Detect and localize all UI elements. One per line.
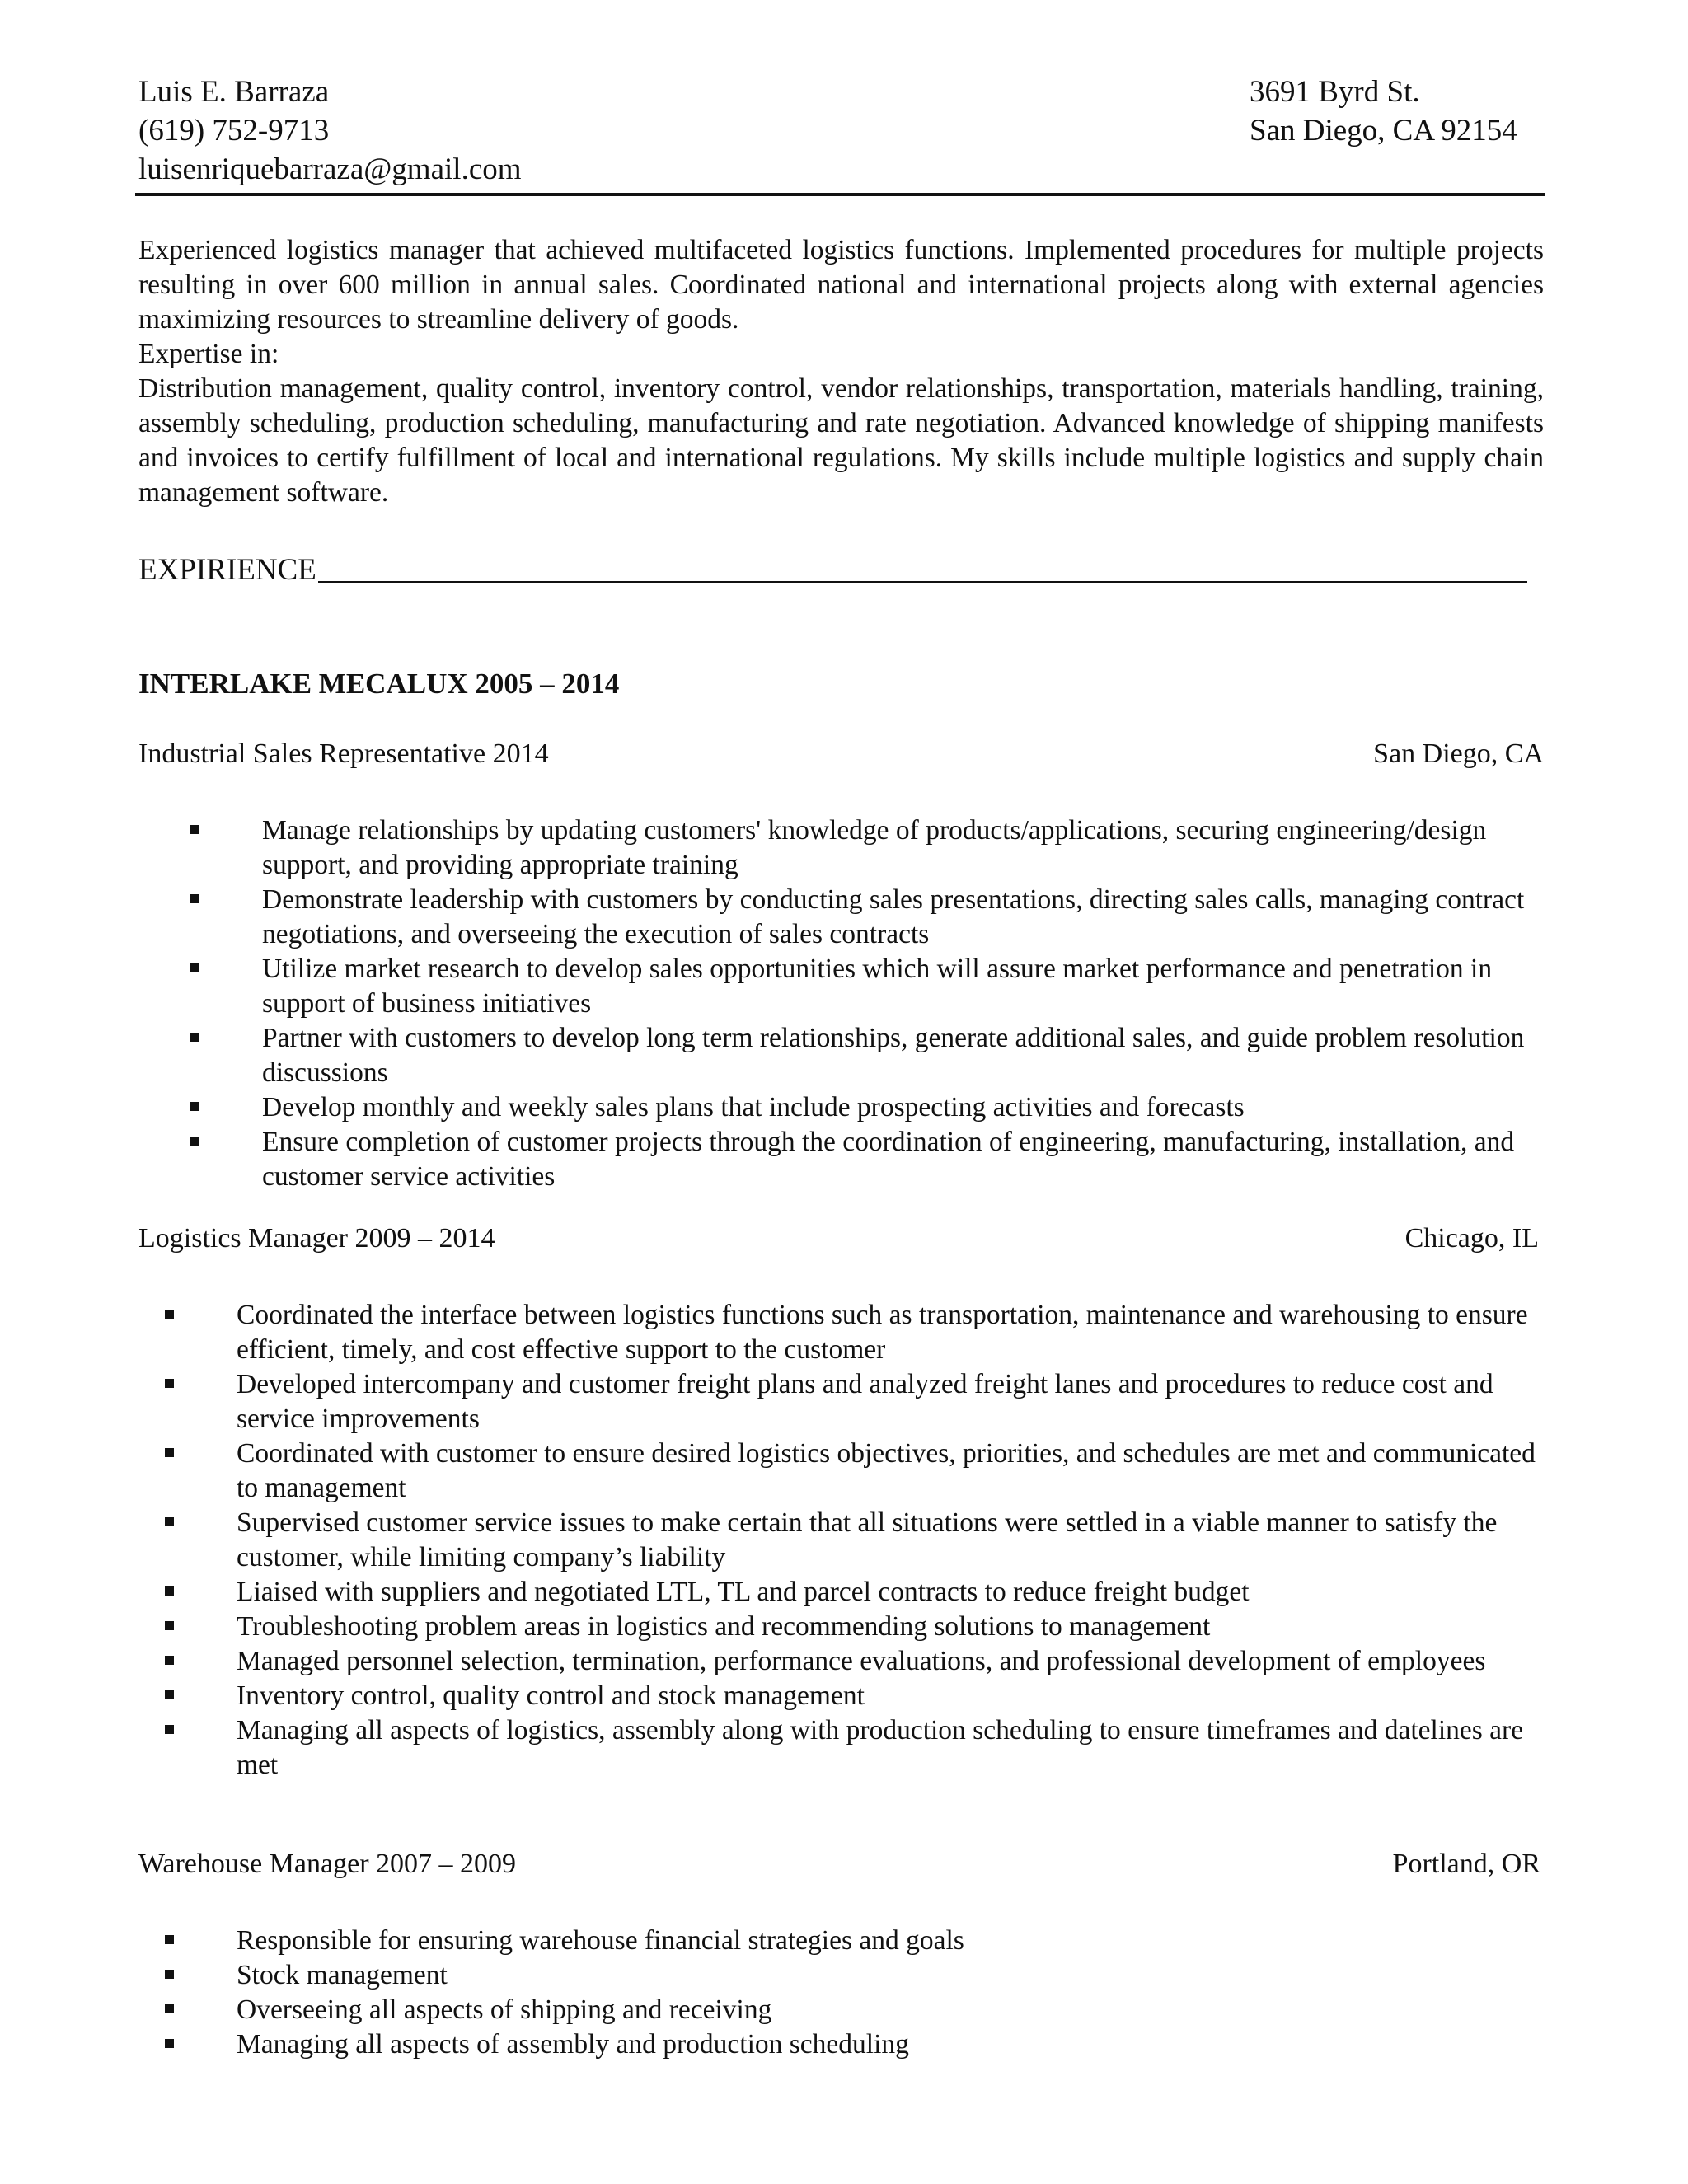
expertise-label: Expertise in:: [138, 339, 279, 369]
bullet-square-icon: [165, 1725, 174, 1734]
list-item: [237, 1506, 1544, 1575]
resume-page: [138, 0, 1544, 2184]
email-address: luisenriquebarraza@gmail.com: [138, 152, 522, 186]
bullet-text: Managing all aspects of assembly and production scheduling: [237, 2029, 909, 2060]
bullet-text: Manage relationships by updating customers' knowledge of products/applications, securing engineering/design support, and providing appropriate training: [262, 815, 1487, 880]
bullet-square-icon: [165, 1310, 174, 1319]
list-item: [262, 952, 1544, 1021]
bullet-square-icon: [165, 1379, 174, 1388]
bullet-text: Develop monthly and weekly sales plans that include prospecting activities and forecasts: [262, 1092, 1245, 1122]
role-title: Industrial Sales Representative 2014: [138, 738, 549, 769]
role-location: San Diego, CA: [1373, 738, 1544, 769]
bullet-text: Stock management: [237, 1960, 448, 1990]
list-item: [237, 1679, 1544, 1713]
list-item: [237, 1644, 1544, 1679]
experience-heading-rule: [318, 581, 1527, 583]
role-location: Chicago, IL: [1404, 1223, 1539, 1254]
header-divider: [135, 193, 1545, 196]
bullet-square-icon: [190, 894, 199, 903]
list-item: [262, 813, 1544, 883]
bullet-square-icon: [165, 2039, 174, 2048]
role-bullet-list: [237, 1924, 1544, 2062]
list-item: [237, 1298, 1544, 1367]
role-bullet-list: [262, 813, 1544, 1194]
role-location: Portland, OR: [1392, 1849, 1540, 1879]
bullet-square-icon: [165, 1935, 174, 1944]
bullet-text: Troubleshooting problem areas in logistics and recommending solutions to management: [237, 1611, 1211, 1642]
list-item: [237, 1436, 1544, 1506]
summary-paragraph: Experienced logistics manager that achieved multifaceted logistics functions. Implemented procedures for multiple projects resulting in over 600 million in annual sales. Coordinated national and international projects along with external agencies maximizing resources to streamline delivery of goods.: [138, 235, 1544, 335]
list-item: [262, 1090, 1544, 1125]
candidate-name: Luis E. Barraza: [138, 75, 330, 109]
bullet-text: Responsible for ensuring warehouse financial strategies and goals: [237, 1925, 964, 1956]
bullet-square-icon: [165, 1690, 174, 1699]
street-address: 3691 Byrd St.: [1250, 75, 1420, 109]
bullet-square-icon: [165, 2004, 174, 2013]
role-title: Logistics Manager 2009 – 2014: [138, 1223, 495, 1254]
list-item: [262, 883, 1544, 952]
bullet-square-icon: [165, 1517, 174, 1526]
bullet-text: Managed personnel selection, termination, performance evaluations, and professional development of employees: [237, 1646, 1486, 1676]
bullet-square-icon: [190, 1033, 199, 1042]
bullet-text: Partner with customers to develop long term relationships, generate additional sales, and guide problem resolution discussions: [262, 1023, 1525, 1088]
bullet-square-icon: [190, 1137, 199, 1146]
list-item: [237, 1713, 1544, 1783]
phone-number: (619) 752-9713: [138, 114, 330, 148]
list-item: [237, 2027, 1544, 2062]
list-item: [237, 1610, 1544, 1644]
list-item: [237, 1367, 1544, 1436]
bullet-text: Ensure completion of customer projects through the coordination of engineering, manufacturing, installation, and customer service activities: [262, 1127, 1515, 1192]
bullet-text: Overseeing all aspects of shipping and receiving: [237, 1994, 772, 2025]
list-item: [237, 1575, 1544, 1610]
contact-left: [138, 73, 522, 189]
company-name: INTERLAKE MECALUX 2005 – 2014: [138, 668, 620, 700]
list-item: [262, 1125, 1544, 1194]
bullet-square-icon: [165, 1621, 174, 1630]
role-bullet-list: [237, 1298, 1544, 1783]
bullet-square-icon: [165, 1448, 174, 1457]
bullet-square-icon: [190, 963, 199, 972]
bullet-text: Coordinated with customer to ensure desired logistics objectives, priorities, and schedules are met and communicated to management: [237, 1438, 1536, 1503]
expertise-text: Distribution management, quality control, inventory control, vendor relationships, transportation, materials handling, training, assembly scheduling, production scheduling, manufacturing and rate negotiation. Advanced knowledge of shipping manifests and invoices to certify fulfillment of local and international regulations. My skills include multiple logistics and supply chain management software.: [138, 373, 1544, 508]
bullet-text: Coordinated the interface between logistics functions such as transportation, maintenance and warehousing to ensure efficient, timely, and cost effective support to the customer: [237, 1300, 1528, 1365]
bullet-text: Inventory control, quality control and stock management: [237, 1680, 865, 1711]
bullet-text: Developed intercompany and customer freight plans and analyzed freight lanes and procedures to reduce cost and service improvements: [237, 1369, 1493, 1434]
bullet-text: Liaised with suppliers and negotiated LTL, TL and parcel contracts to reduce freight budget: [237, 1577, 1250, 1607]
experience-heading-label: EXPIRIENCE: [138, 553, 316, 587]
list-item: [237, 1924, 1544, 1958]
bullet-text: Utilize market research to develop sales opportunities which will assure market performance and penetration in support of business initiatives: [262, 954, 1493, 1019]
list-item: [237, 1958, 1544, 1993]
list-item: [262, 1021, 1544, 1090]
bullet-text: Supervised customer service issues to make certain that all situations were settled in a viable manner to satisfy the customer, while limiting company’s liability: [237, 1507, 1498, 1572]
bullet-square-icon: [190, 825, 199, 834]
bullet-square-icon: [165, 1970, 174, 1979]
contact-right: [1250, 73, 1517, 150]
experience-heading: [138, 551, 1527, 590]
bullet-square-icon: [190, 1102, 199, 1111]
bullet-square-icon: [165, 1656, 174, 1665]
city-state-zip: San Diego, CA 92154: [1250, 114, 1517, 148]
role-title: Warehouse Manager 2007 – 2009: [138, 1849, 517, 1879]
summary-section: [138, 233, 1544, 510]
bullet-text: Managing all aspects of logistics, assembly along with production scheduling to ensure timeframes and datelines are met: [237, 1715, 1524, 1780]
list-item: [237, 1993, 1544, 2027]
bullet-text: Demonstrate leadership with customers by conducting sales presentations, directing sales calls, managing contract negotiations, and overseeing the execution of sales contracts: [262, 884, 1525, 949]
bullet-square-icon: [165, 1586, 174, 1596]
